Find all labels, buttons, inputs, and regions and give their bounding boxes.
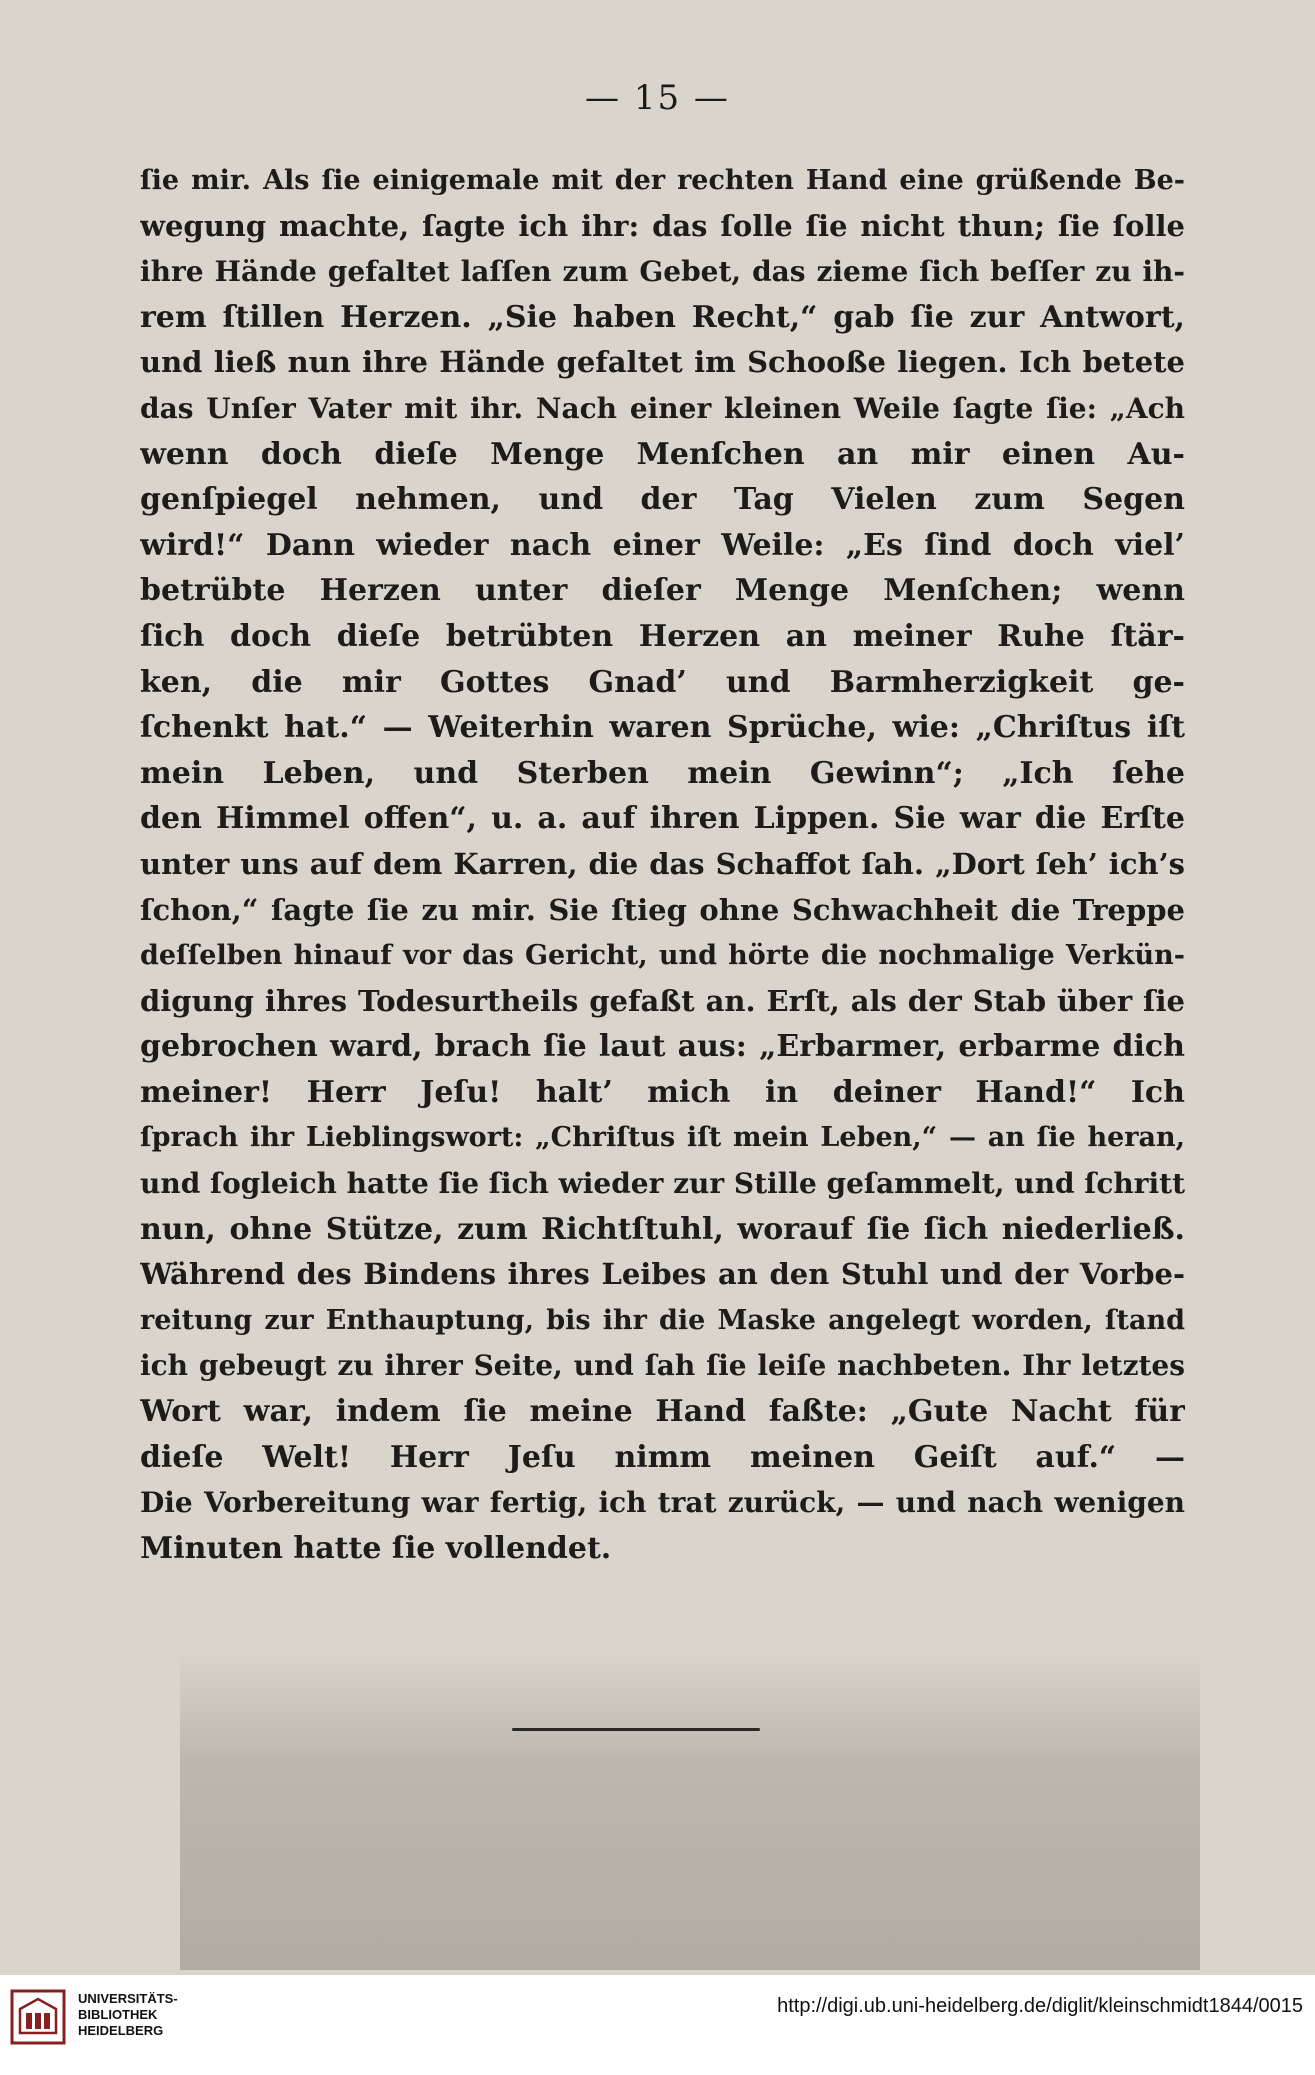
text-line: wenn doch dieſe Menge Menſchen an mir einen Au- <box>140 436 1185 472</box>
text-line: wird!“ Dann wieder nach einer Weile: „Es ſind doch viel’ <box>140 527 1185 563</box>
university-seal-icon <box>8 1987 68 2047</box>
text-line: ſich doch dieſe betrübten Herzen an meiner Ruhe ſtär- <box>140 618 1185 654</box>
text-line: reitung zur Enthauptung, bis ihr die Maske angelegt worden, ſtand <box>140 1304 1185 1336</box>
text-line: ihre Hände gefaltet laſſen zum Gebet, das zieme ſich beſſer zu ih- <box>140 255 1185 289</box>
library-name <box>78 1991 178 2039</box>
text-line: meiner! Herr Jeſu! halt’ mich in deiner Hand!“ Ich <box>140 1074 1185 1110</box>
text-line: mein Leben, und Sterben mein Gewinn“; „Ich ſehe <box>140 755 1185 791</box>
text-line: gebrochen ward, brach ſie laut aus: „Erbarmer, erbarme dich <box>140 1029 1185 1065</box>
text-line: rem ſtillen Herzen. „Sie haben Recht,“ gab ſie zur Antwort, <box>140 299 1185 335</box>
text-line: den Himmel offen“, u. a. auf ihren Lippen. Sie war die Erſte <box>140 801 1185 837</box>
text-line: deſſelben hinauf vor das Gericht, und hörte die nochmalige Verkün- <box>140 940 1185 972</box>
text-line: Während des Bindens ihres Leibes an den Stuhl und der Vorbe- <box>140 1257 1185 1292</box>
text-line: Wort war, indem ſie meine Hand faßte: „Gute Nacht für <box>140 1394 1185 1430</box>
library-name-line: UNIVERSITÄTS- <box>78 1991 178 2006</box>
footer <box>0 1975 1315 2075</box>
text-line: betrübte Herzen unter dieſer Menge Menſchen; wenn <box>140 573 1185 609</box>
text-line: ken, die mir Gottes Gnad’ und Barmherzigkeit ge- <box>140 664 1185 700</box>
text-line: digung ihres Todesurtheils gefaßt an. Erſt, als der Stab über ſie <box>140 983 1185 1018</box>
text-line: ich gebeugt zu ihrer Seite, und ſah ſie leiſe nachbeten. Ihr letztes <box>140 1349 1185 1383</box>
body-text <box>140 158 1185 1571</box>
text-line: nun, ohne Stütze, zum Richtſtuhl, worauf ſie ſich niederließ. <box>140 1211 1185 1247</box>
text-line: ſie mir. Als ſie einigemale mit der rechten Hand eine grüßende Be- <box>140 165 1185 196</box>
text-line: und ließ nun ihre Hände gefaltet im Schooße liegen. Ich betete <box>140 345 1185 380</box>
page-number: — 15 — <box>585 78 730 118</box>
library-name-line: HEIDELBERG <box>78 2023 164 2038</box>
text-line: genſpiegel nehmen, und der Tag Vielen zum Segen <box>140 482 1185 518</box>
end-rule <box>512 1728 760 1731</box>
text-line: Die Vorbereitung war fertig, ich trat zurück, — und nach wenigen <box>140 1486 1185 1520</box>
text-line: ſchenkt hat.“ — Weiterhin waren Sprüche, wie: „Chriſtus iſt <box>140 710 1185 746</box>
text-line: ſprach ihr Lieblingswort: „Chriſtus iſt mein Leben,“ — an ſie heran, <box>140 1122 1185 1154</box>
source-url[interactable]: http://digi.ub.uni-heidelberg.de/diglit/kleinschmidt1844/0015 <box>777 1995 1303 2017</box>
scan-shadow <box>180 1650 1200 1970</box>
text-line: unter uns auf dem Karren, die das Schaffot ſah. „Dort ſeh’ ich’s <box>140 846 1185 881</box>
text-line: Minuten hatte ſie vollendet. <box>140 1530 612 1566</box>
text-line: ſchon,“ ſagte ſie zu mir. Sie ſtieg ohne Schwachheit die Treppe <box>140 892 1185 927</box>
text-line: dieſe Welt! Herr Jeſu nimm meinen Geiſt auf.“ — <box>140 1439 1185 1475</box>
library-name-line: BIBLIOTHEK <box>78 2007 158 2022</box>
text-line: und ſogleich hatte ſie ſich wieder zur Stille geſammelt, und ſchritt <box>140 1167 1185 1201</box>
text-line: wegung machte, ſagte ich ihr: das ſolle ſie nicht thun; ſie ſolle <box>140 208 1185 243</box>
text-line: das Unſer Vater mit ihr. Nach einer kleinen Weile ſagte ſie: „Ach <box>140 391 1185 425</box>
